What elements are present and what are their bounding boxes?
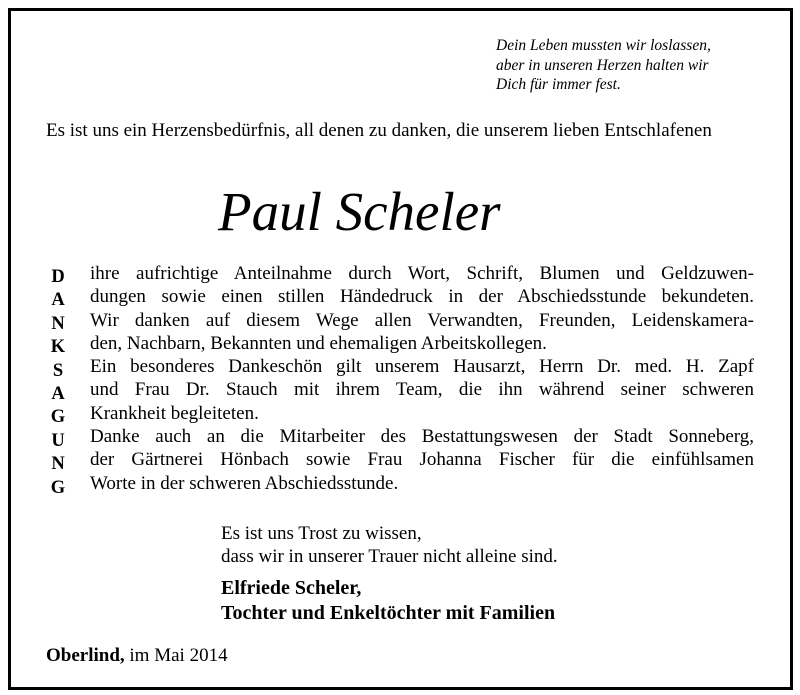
comfort-line: Es ist uns Trost zu wissen, [221, 523, 422, 544]
signer-name: Elfriede Scheler, [221, 577, 362, 599]
place-date [46, 644, 228, 667]
signers [221, 576, 555, 625]
body-line: der Gärtnerei Hönbach sowie Frau Johanna Fischer für die einfühlsamen [90, 449, 754, 471]
vertical-letter: K [50, 337, 66, 358]
vertical-letter: A [51, 290, 65, 311]
place-name: Oberlind, [46, 645, 125, 666]
motto-line: aber in unseren Herzen halten wir [496, 56, 709, 74]
body-line: ihre aufrichtige Anteilnahme durch Wort, Schrift, Blumen und Geldzuwen- [90, 263, 754, 284]
body-line: den, Nachbarn, Bekannten und ehemaligen Arbeitskollegen. [90, 332, 547, 354]
body-line: Wir danken auf diesem Wege allen Verwandten, Freunden, Leidenskamera- [90, 309, 754, 331]
body-line: Worte in der schweren Abschiedsstunde. [90, 472, 399, 494]
intro-text: Es ist uns ein Herzensbedürfnis, all denen zu danken, die unserem lieben Entschlafenen [46, 120, 712, 141]
deceased-name: Paul Scheler [218, 181, 501, 242]
comfort-text [221, 522, 558, 568]
vertical-letter: D [51, 267, 65, 287]
vertical-letter: U [51, 430, 65, 451]
body-line: dungen sowie einen stillen Händedruck in der Abschiedsstunde bekundeten. [90, 286, 754, 308]
body-line: Krankheit begleiteten. [90, 402, 259, 424]
signer-family: Tochter und Enkeltöchter mit Familien [221, 601, 556, 624]
comfort-line: dass wir in unserer Trauer nicht alleine sind. [221, 546, 558, 567]
vertical-letter: A [51, 383, 65, 404]
vertical-letter: S [52, 360, 64, 381]
vertical-letter: G [50, 407, 66, 428]
vertical-letter: N [51, 313, 65, 334]
vertical-letter: G [50, 477, 66, 498]
date-text: im Mai 2014 [124, 645, 228, 666]
vertical-letter: N [51, 454, 65, 475]
body-line: Danke auch an die Mitarbeiter des Bestattungswesen der Stadt Sonneberg, [90, 426, 754, 448]
motto-quote [496, 36, 786, 95]
body-line: und Frau Dr. Stauch mit ihrem Team, die ihn während seiner schweren [90, 379, 754, 401]
body-line: Ein besonderes Dankeschön gilt unserem Hausarzt, Herrn Dr. med. H. Zapf [90, 356, 754, 378]
motto-line: Dich für immer fest. [496, 76, 621, 93]
motto-line: Dein Leben mussten wir loslassen, [496, 37, 711, 54]
thanks-body [90, 262, 754, 495]
vertical-word-danksagung [46, 266, 70, 500]
